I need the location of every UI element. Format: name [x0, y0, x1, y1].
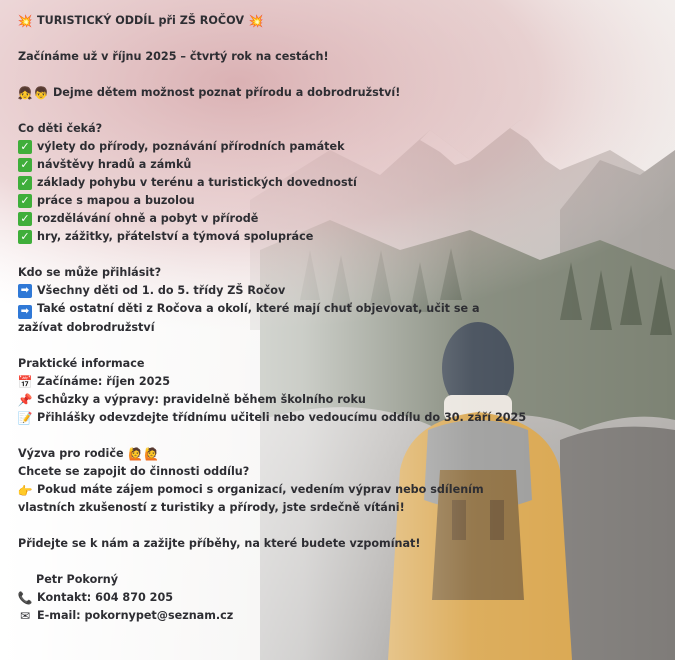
- start-line: Začínáme už v říjnu 2025 – čtvrtý rok na cestách!: [18, 50, 329, 63]
- list-item: ✓ práce s mapou a buzolou: [18, 192, 498, 210]
- sparkle-icon: 💥: [17, 14, 33, 28]
- tagline: 👧 👦 Dejme dětem možnost poznat přírodu a dobrodružství!: [17, 86, 401, 100]
- offer-heading: Co děti čeká?: [18, 122, 103, 135]
- poster-content: [17, 12, 527, 625]
- check-icon: ✓: [18, 230, 32, 244]
- list-item: 📌 Schůzky a výpravy: pravidelně během školního roku: [17, 393, 366, 407]
- contact-email[interactable]: E-mail: pokornypet@seznam.cz: [37, 609, 234, 622]
- list-item: ✓ návštěvy hradů a zámků: [18, 156, 498, 174]
- check-icon: ✓: [18, 212, 32, 226]
- parents-question: Chcete se zapojit do činnosti oddílu?: [18, 465, 250, 478]
- arrow-right-icon: ➡: [18, 284, 32, 298]
- contact-phone-line: [18, 589, 498, 607]
- children-icon: 👧: [17, 86, 33, 100]
- check-icon: ✓: [18, 158, 32, 172]
- contact-phone: Kontakt: 604 870 205: [37, 591, 174, 604]
- parents-text: 👉 Pokud máte zájem pomoci s organizací, vedením výprav nebo sdílením vlastních zkušeností z turistiky a přírody, jste srdečně vítáni!: [17, 483, 484, 514]
- phone-icon: 📞: [17, 591, 33, 605]
- check-icon: ✓: [18, 140, 32, 154]
- list-item: ✓ hry, zážitky, přátelství a týmová spolupráce: [18, 228, 498, 246]
- list-item: ➡ Také ostatní děti z Ročova a okolí, které mají chuť objevovat, učit se a zažívat dobrodružství: [18, 302, 480, 334]
- pointing-hand-icon: 👉: [17, 484, 33, 498]
- raising-hand-icon: 🙋: [128, 447, 144, 461]
- parents-heading: Výzva pro rodiče: [18, 447, 124, 460]
- list-item: 📝 Přihlášky odevzdejte třídnímu učiteli nebo vedoucímu oddílu do 30. září 2025: [17, 411, 527, 425]
- contact-email-line: [18, 607, 498, 625]
- envelope-icon: ✉: [19, 609, 31, 623]
- contact-name: Petr Pokorný: [36, 573, 119, 586]
- parents-heading-line: [18, 445, 498, 463]
- poster-title-line: [18, 12, 498, 30]
- info-heading: Praktické informace: [18, 357, 145, 370]
- arrow-right-icon: ➡: [18, 305, 32, 319]
- poster-title: TURISTICKÝ ODDÍL při ZŠ ROČOV: [37, 14, 245, 27]
- raising-hand-icon: 🙋: [144, 447, 160, 461]
- calendar-icon: 📅: [17, 375, 33, 389]
- list-item: 📅 Začínáme: říjen 2025: [17, 375, 171, 389]
- check-icon: ✓: [18, 176, 32, 190]
- offer-list: [18, 138, 498, 246]
- list-item: ✓ základy pohybu v terénu a turistických dovedností: [18, 174, 498, 192]
- list-item: ➡ Všechny děti od 1. do 5. třídy ZŠ Ročov: [18, 282, 498, 300]
- children-icon: 👦: [33, 86, 49, 100]
- pushpin-icon: 📌: [17, 393, 33, 407]
- sparkle-icon: 💥: [248, 14, 264, 28]
- check-icon: ✓: [18, 194, 32, 208]
- memo-icon: 📝: [17, 411, 33, 425]
- list-item: ✓ rozdělávání ohně a pobyt v přírodě: [18, 210, 498, 228]
- list-item: ✓ výlety do přírody, poznávání přírodních památek: [18, 138, 498, 156]
- eligibility-heading: Kdo se může přihlásit?: [18, 266, 162, 279]
- closing-line: Přidejte se k nám a zažijte příběhy, na které budete vzpomínat!: [18, 537, 421, 550]
